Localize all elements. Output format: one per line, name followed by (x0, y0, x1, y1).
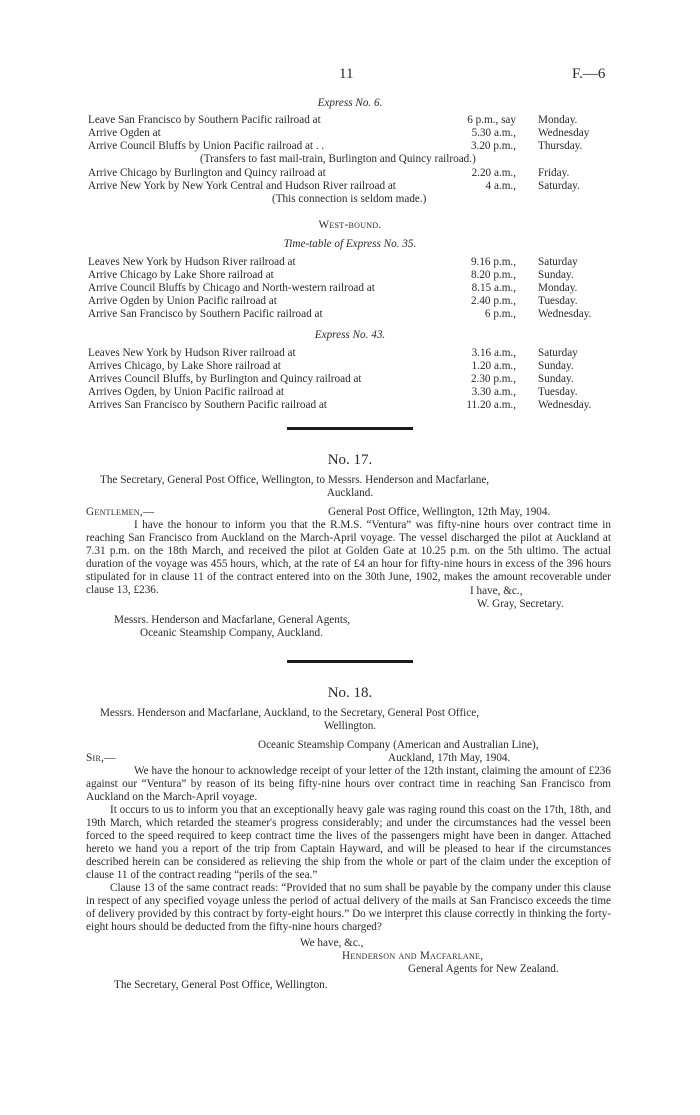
route-time: 4 a.m., (485, 180, 516, 192)
letter-17-dateline: General Post Office, Wellington, 12th May, 1904. (328, 506, 551, 518)
letter-18-signature: Henderson and Macfarlane, (342, 950, 484, 962)
route-day: Sunday. (538, 269, 574, 281)
route-time: 6 p.m., (484, 308, 516, 320)
letter-17-heading-place: Auckland. (326, 487, 374, 499)
route-day: Friday. (538, 167, 570, 179)
route-label: Arrive Council Bluffs by Chicago and North-western railroad at (88, 282, 375, 294)
route-time: 11.20 a.m., (466, 399, 516, 411)
table-row (88, 399, 628, 412)
table-row (88, 308, 628, 321)
page-number: 11 (339, 66, 354, 82)
route-label: Arrive San Francisco by Southern Pacific railroad at (88, 308, 323, 320)
route-time: 3.20 p.m., (470, 140, 516, 152)
route-time: 2.20 a.m., (471, 167, 516, 179)
route-time: 1.20 a.m., (471, 360, 516, 372)
route-time: 5.30 a.m., (471, 127, 516, 139)
route-day: Wednesday. (538, 399, 592, 411)
route-time: 8.20 p.m., (470, 269, 516, 281)
route-day: Saturday (538, 347, 578, 359)
route-time: 2.30 p.m., (470, 373, 516, 385)
letter-18-sender: Oceanic Steamship Company (American and Australian Line), (258, 739, 539, 751)
route-label: Leaves New York by Hudson River railroad at (88, 256, 296, 268)
express-6-title: Express No. 6. (317, 97, 383, 109)
letter-17-closing: I have, &c., (470, 585, 523, 597)
route-label: Arrives Council Bluffs, by Burlington and Quincy railroad at (88, 373, 362, 385)
route-day: Thursday. (538, 140, 583, 152)
route-label: Arrive New York by New York Central and Hudson River railroad at (88, 180, 396, 192)
table-row (88, 167, 628, 180)
letter-18-closing: We have, &c., (300, 937, 364, 949)
route-time: 2.40 p.m., (470, 295, 516, 307)
westbound-heading: West-bound. (318, 219, 382, 231)
document-reference: F.—6 (572, 66, 606, 82)
table-row (88, 140, 628, 153)
letter-18-heading: Messrs. Henderson and Macfarlane, Auckland, to the Secretary, General Post Office, (100, 707, 480, 719)
section-divider (287, 660, 413, 663)
letter-18-paragraph-2: It occurs to us to inform you that an exceptionally heavy gale was raging round this coast on the 17th, 18th, and 19th March, which retarded the steamer's progress considerably; and under the circumstances had the vessel been forced to the speed required to keep contract time the lives of the passengers might have been in danger. Attached hereto we hand you a report of the trip from Captain Hayward, and will be pleased to hear if the circumstances described herein can be considered as relieving the ship from the whole or part of the claim under the exception of clause 11 of the contract reading “perils of the sea.” (86, 804, 611, 881)
letter-18-addressee: The Secretary, General Post Office, Wellington. (114, 979, 328, 991)
route-day: Wednesday (538, 127, 590, 139)
route-day: Monday. (538, 282, 578, 294)
route-time: 9.16 p.m., (470, 256, 516, 268)
letter-17-salutation: Gentlemen,— (86, 506, 155, 518)
route-day: Tuesday. (538, 386, 578, 398)
table-row (88, 282, 628, 295)
letter-18-paragraph-3: Clause 13 of the same contract reads: “Provided that no sum shall be payable by the company under this clause in respect of any specified voyage unless the period of actual delivery of the mails at San Francisco exceeds the time of delivery provided by this contract by forty-eight hours.” Do we interpret this clause correctly in thinking the forty-eight hours should be deducted from the fifty-nine hours charged? (86, 882, 611, 933)
connection-note: (This connection is seldom made.) (272, 193, 427, 205)
route-day: Sunday. (538, 360, 574, 372)
letter-17-number: No. 17. (327, 452, 373, 468)
table-row (88, 373, 628, 386)
route-label: Arrive Council Bluffs by Union Pacific railroad at . . (88, 140, 325, 152)
route-label: Leave San Francisco by Southern Pacific railroad at (88, 114, 321, 126)
letter-17-addressee: Messrs. Henderson and Macfarlane, General Agents, (114, 614, 351, 626)
route-label: Arrive Chicago by Burlington and Quincy railroad at (88, 167, 326, 179)
route-day: Monday. (538, 114, 578, 126)
table-row (88, 347, 628, 360)
express-35-title: Time-table of Express No. 35. (283, 238, 417, 250)
table-row (88, 127, 628, 140)
route-label: Arrive Chicago by Lake Shore railroad at (88, 269, 274, 281)
route-time: 3.16 a.m., (471, 347, 516, 359)
letter-18-salutation: Sir,— (86, 752, 116, 764)
route-time: 8.15 a.m., (471, 282, 516, 294)
table-row (88, 386, 628, 399)
table-row (88, 360, 628, 373)
table-row (88, 180, 628, 193)
route-time: 3.30 a.m., (471, 386, 516, 398)
letter-17-heading: The Secretary, General Post Office, Wellington, to Messrs. Henderson and Macfarlane, (100, 474, 490, 486)
route-label: Arrive Ogden at (88, 127, 161, 139)
route-label: Arrives San Francisco by Southern Pacific railroad at (88, 399, 327, 411)
section-divider (287, 427, 413, 430)
table-row (88, 114, 628, 127)
letter-18-signature-title: General Agents for New Zealand. (408, 963, 559, 975)
letter-18-heading-place: Wellington. (323, 720, 377, 732)
express-43-title: Express No. 43. (314, 329, 386, 341)
transfer-note: (Transfers to fast mail-train, Burlington and Quincy railroad.) (200, 153, 476, 165)
route-label: Arrives Ogden, by Union Pacific railroad at (88, 386, 285, 398)
table-row (88, 256, 628, 269)
table-row (88, 269, 628, 282)
letter-18-number: No. 18. (327, 685, 373, 701)
route-day: Tuesday. (538, 295, 578, 307)
letter-17-body: I have the honour to inform you that the R.M.S. “Ventura” was fifty-nine hours over contract time in reaching San Francisco from Auckland on the March-April voyage. The vessel discharged the pilot at Auckland at 7.31 p.m. on the 18th March, and received the pilot at Golden Gate at 10.25 p.m. on the 5th ultimo. The actual duration of the voyage was 455 hours, which, at the rate of £4 an hour for fifty-nine hours in excess of the 396 hours stipulated for in clause 11 of the contract entered into on the 30th June, 1902, makes the amount recoverable under clause 13, £236. (86, 519, 611, 596)
route-time: 6 p.m., say (467, 114, 516, 126)
letter-18-sender-date: Auckland, 17th May, 1904. (388, 752, 511, 764)
route-day: Saturday. (538, 180, 580, 192)
table-row (88, 295, 628, 308)
route-day: Sunday. (538, 373, 574, 385)
route-day: Wednesday. (538, 308, 592, 320)
route-label: Arrive Ogden by Union Pacific railroad at (88, 295, 277, 307)
letter-17-addressee-company: Oceanic Steamship Company, Auckland. (140, 627, 323, 639)
letter-17-signature: W. Gray, Secretary. (477, 598, 564, 610)
letter-18-paragraph-1: We have the honour to acknowledge receipt of your letter of the 12th instant, claiming the amount of £236 against our “Ventura” by reason of its being fifty-nine hours over contract time in reaching San Francisco from Auckland on the March-April voyage. (86, 765, 611, 803)
route-label: Arrives Chicago, by Lake Shore railroad at (88, 360, 281, 372)
route-day: Saturday (538, 256, 578, 268)
route-label: Leaves New York by Hudson River railroad at (88, 347, 296, 359)
